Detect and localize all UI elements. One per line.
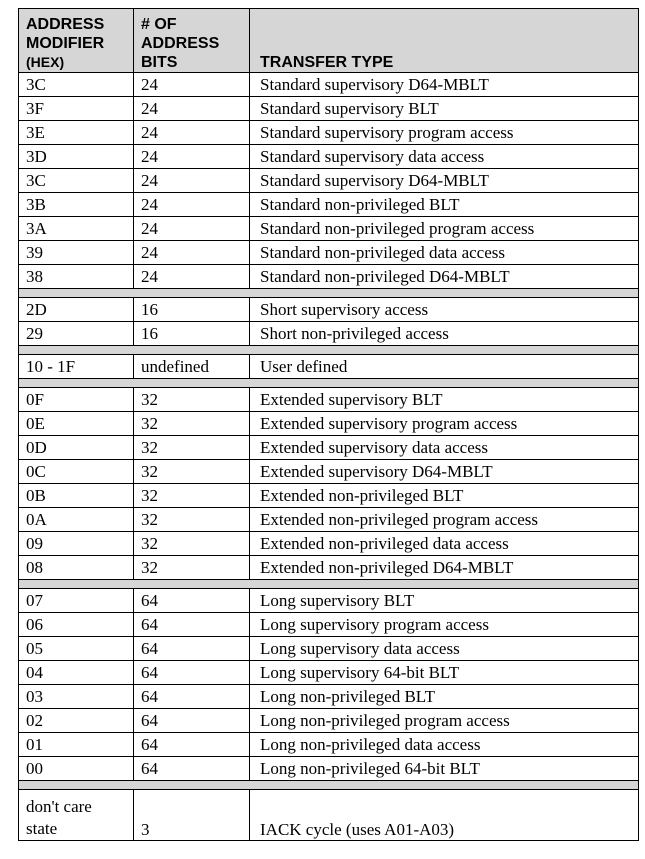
- group-separator: [19, 379, 639, 388]
- transfer-type-cell: Standard supervisory D64-MBLT: [250, 73, 639, 97]
- table-row: [19, 613, 639, 637]
- header-row: [19, 9, 639, 73]
- header-transfer-type: [250, 9, 639, 73]
- transfer-type-cell: Extended non-privileged BLT: [250, 484, 639, 508]
- table-row: [19, 484, 639, 508]
- address-modifier-cell: 10 - 1F: [19, 355, 134, 379]
- separator-cell: [19, 580, 639, 589]
- address-bits-cell: undefined: [134, 355, 250, 379]
- table-row: [19, 436, 639, 460]
- transfer-type-cell: Long non-privileged 64-bit BLT: [250, 757, 639, 781]
- transfer-type-cell: Long supervisory BLT: [250, 589, 639, 613]
- table-row: [19, 217, 639, 241]
- address-bits-cell: 24: [134, 145, 250, 169]
- address-bits-cell: 24: [134, 217, 250, 241]
- group-separator: [19, 289, 639, 298]
- transfer-type-cell: Short supervisory access: [250, 298, 639, 322]
- address-bits-cell: 16: [134, 298, 250, 322]
- table-row: [19, 121, 639, 145]
- table-row: [19, 733, 639, 757]
- address-modifier-cell: 0D: [19, 436, 134, 460]
- transfer-type-cell: Long non-privileged program access: [250, 709, 639, 733]
- address-modifier-cell: 0A: [19, 508, 134, 532]
- address-bits-cell: 64: [134, 757, 250, 781]
- group-separator: [19, 580, 639, 589]
- address-modifier-cell: 06: [19, 613, 134, 637]
- transfer-type-cell: Standard supervisory BLT: [250, 97, 639, 121]
- address-bits-cell: 32: [134, 436, 250, 460]
- address-bits-cell: 32: [134, 556, 250, 580]
- transfer-type-cell: Standard non-privileged data access: [250, 241, 639, 265]
- transfer-type-cell: Extended supervisory D64-MBLT: [250, 460, 639, 484]
- table-row: [19, 412, 639, 436]
- address-modifier-cell: [19, 790, 134, 841]
- transfer-type-cell: Long supervisory data access: [250, 637, 639, 661]
- table-row: [19, 388, 639, 412]
- address-modifier-cell: 38: [19, 265, 134, 289]
- header-address-modifier: [19, 9, 134, 73]
- header-bits-line1: # OF: [141, 16, 177, 33]
- address-modifier-cell: 0B: [19, 484, 134, 508]
- group-separator: [19, 346, 639, 355]
- address-bits-cell: 24: [134, 97, 250, 121]
- transfer-type-cell: IACK cycle (uses A01-A03): [250, 790, 639, 841]
- address-bits-cell: 24: [134, 241, 250, 265]
- header-address-bits: [134, 9, 250, 73]
- address-modifier-cell: 3A: [19, 217, 134, 241]
- table-row: [19, 193, 639, 217]
- header-modifier-line2: MODIFIER: [26, 35, 105, 52]
- table-body: [19, 73, 639, 841]
- transfer-type-cell: Extended supervisory program access: [250, 412, 639, 436]
- table-row: [19, 757, 639, 781]
- table-row: [19, 97, 639, 121]
- transfer-type-cell: Extended non-privileged program access: [250, 508, 639, 532]
- address-modifier-cell: 3B: [19, 193, 134, 217]
- separator-cell: [19, 346, 639, 355]
- separator-cell: [19, 379, 639, 388]
- table-row: [19, 589, 639, 613]
- address-bits-cell: 24: [134, 73, 250, 97]
- transfer-type-cell: Standard supervisory program access: [250, 121, 639, 145]
- address-modifier-cell: 04: [19, 661, 134, 685]
- address-modifier-cell: 39: [19, 241, 134, 265]
- transfer-type-cell: Standard supervisory data access: [250, 145, 639, 169]
- separator-cell: [19, 289, 639, 298]
- iack-mod-line2: state: [26, 819, 58, 838]
- address-bits-cell: 32: [134, 388, 250, 412]
- address-modifier-table: [18, 8, 639, 841]
- header-type-label: TRANSFER TYPE: [260, 54, 394, 71]
- address-bits-cell: 64: [134, 661, 250, 685]
- address-bits-cell: 64: [134, 685, 250, 709]
- transfer-type-cell: Long supervisory program access: [250, 613, 639, 637]
- transfer-type-cell: Standard non-privileged D64-MBLT: [250, 265, 639, 289]
- address-bits-cell: 64: [134, 589, 250, 613]
- address-modifier-cell: 07: [19, 589, 134, 613]
- address-bits-cell: 24: [134, 265, 250, 289]
- address-modifier-cell: 08: [19, 556, 134, 580]
- address-modifier-cell: 03: [19, 685, 134, 709]
- table-row: [19, 685, 639, 709]
- address-bits-cell: 64: [134, 733, 250, 757]
- address-modifier-cell: 3C: [19, 169, 134, 193]
- transfer-type-cell: Standard non-privileged program access: [250, 217, 639, 241]
- table-row: [19, 637, 639, 661]
- transfer-type-cell: Short non-privileged access: [250, 322, 639, 346]
- header-modifier-line3: (HEX): [26, 54, 65, 70]
- transfer-type-cell: Extended supervisory data access: [250, 436, 639, 460]
- transfer-type-cell: Extended non-privileged D64-MBLT: [250, 556, 639, 580]
- table-row: [19, 169, 639, 193]
- table-row: [19, 322, 639, 346]
- table-row: [19, 532, 639, 556]
- separator-cell: [19, 781, 639, 790]
- address-modifier-cell: 3E: [19, 121, 134, 145]
- transfer-type-cell: Extended supervisory BLT: [250, 388, 639, 412]
- header-bits-line2: ADDRESS: [141, 35, 220, 52]
- transfer-type-cell: Long non-privileged BLT: [250, 685, 639, 709]
- table-row: [19, 508, 639, 532]
- address-modifier-cell: 02: [19, 709, 134, 733]
- table-row: [19, 709, 639, 733]
- iack-mod-line1: don't care: [26, 797, 92, 816]
- address-bits-cell: 32: [134, 508, 250, 532]
- table-row: [19, 661, 639, 685]
- address-bits-cell: 24: [134, 121, 250, 145]
- iack-row: [19, 790, 639, 841]
- transfer-type-cell: Standard non-privileged BLT: [250, 193, 639, 217]
- address-modifier-cell: 3C: [19, 73, 134, 97]
- address-bits-cell: 24: [134, 193, 250, 217]
- address-modifier-cell: 29: [19, 322, 134, 346]
- group-separator: [19, 781, 639, 790]
- header-modifier-line1: ADDRESS: [26, 16, 105, 33]
- transfer-type-cell: Standard supervisory D64-MBLT: [250, 169, 639, 193]
- table-row: [19, 241, 639, 265]
- address-modifier-cell: 09: [19, 532, 134, 556]
- address-modifier-cell: 0C: [19, 460, 134, 484]
- transfer-type-cell: User defined: [250, 355, 639, 379]
- address-bits-cell: 16: [134, 322, 250, 346]
- transfer-type-cell: Long supervisory 64-bit BLT: [250, 661, 639, 685]
- table-row: [19, 556, 639, 580]
- address-bits-cell: 32: [134, 460, 250, 484]
- address-bits-cell: 64: [134, 637, 250, 661]
- table-row: [19, 73, 639, 97]
- address-modifier-cell: 0F: [19, 388, 134, 412]
- address-modifier-cell: 01: [19, 733, 134, 757]
- table-row: [19, 298, 639, 322]
- table-row: [19, 460, 639, 484]
- address-bits-cell: 32: [134, 532, 250, 556]
- address-bits-cell: 3: [134, 790, 250, 841]
- address-bits-cell: 32: [134, 484, 250, 508]
- address-modifier-cell: 2D: [19, 298, 134, 322]
- address-modifier-cell: 3F: [19, 97, 134, 121]
- address-modifier-cell: 00: [19, 757, 134, 781]
- address-bits-cell: 64: [134, 709, 250, 733]
- transfer-type-cell: Long non-privileged data access: [250, 733, 639, 757]
- header-bits-line3: BITS: [141, 54, 178, 71]
- address-bits-cell: 24: [134, 169, 250, 193]
- address-modifier-cell: 3D: [19, 145, 134, 169]
- address-bits-cell: 32: [134, 412, 250, 436]
- address-bits-cell: 64: [134, 613, 250, 637]
- table-row: [19, 145, 639, 169]
- address-modifier-cell: 05: [19, 637, 134, 661]
- address-modifier-cell: 0E: [19, 412, 134, 436]
- table-row: [19, 355, 639, 379]
- transfer-type-cell: Extended non-privileged data access: [250, 532, 639, 556]
- table-row: [19, 265, 639, 289]
